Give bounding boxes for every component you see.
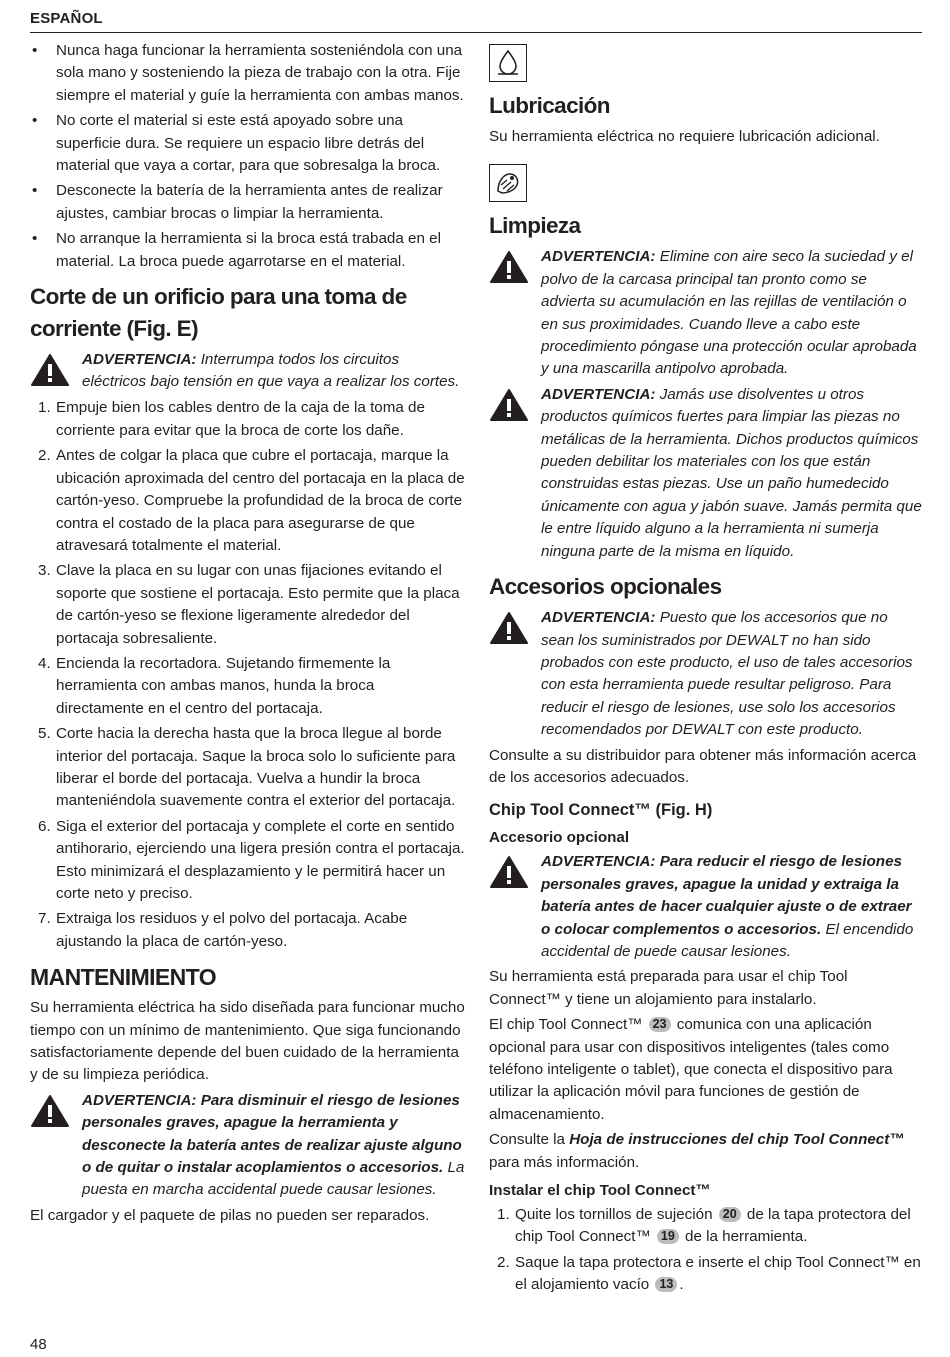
left-column — [30, 40, 465, 1230]
corte-steps — [30, 397, 465, 953]
warning-text: El encendido accidental de puede causar lesiones. — [541, 920, 914, 960]
list-item: • No arranque la herramienta si la broca está trabada en el material. La broca puede agarrotarse en el material. — [30, 228, 465, 273]
install-steps — [489, 1204, 922, 1297]
list-item: 5. Corte hacia la derecha hasta que la broca llegue al borde interior del portacaja. Saque la broca solo lo suficiente para liberar el borde del portacaja. Vuelva a hundir la broca manteniéndola suavemente contra el exterior del portacaja. — [38, 725, 456, 810]
warning-mantenimiento — [30, 1090, 465, 1202]
warning-text: Jamás use disolventes u otros productos químicos fuertes para limpiar las piezas no metálicas de la herramienta. Dichos productos químicos pueden debilitar los materiales con los que están construidas estas piezas. Use un paño humedecido únicamente con agua y jabón suave. Jamás permita que le entre líquido alguno a la herramienta ni sumerja ninguna parte de la misma en líquido. — [541, 385, 922, 560]
warning-icon — [489, 851, 541, 963]
warning-text: Puesto que los accesorios que no sean los suministrados por DEWALT no han sido probados con este producto, el uso de tales accesorios con esta herramienta puede resultar peligroso. Para reducir el riesgo de lesiones, use solo los accesorios recomendados por DEWALT con este producto. — [541, 609, 913, 739]
list-item: 2. Saque la tapa protectora e inserte el chip Tool Connect™ en el alojamiento vacío 13 . — [497, 1253, 921, 1294]
list-item: 1. Empuje bien los cables dentro de la caja de la toma de corriente para evitar que la broca de corte los dañe. — [38, 399, 425, 439]
section-title-mantenimiento: MANTENIMIENTO — [30, 964, 216, 991]
list-item: • No corte el material si este está apoyado sobre una superficie dura. Se requiere un espacio libre detrás del material que vaya a cortar, para que sobresalga la broca. — [30, 110, 465, 177]
warning-chip — [489, 851, 922, 963]
section-title-corte: Corte de un orificio para una toma de corriente (Fig. E) — [30, 284, 407, 342]
warning-label: ADVERTENCIA: — [541, 248, 656, 266]
section-title-chip: Chip Tool Connect™ (Fig. H) — [489, 801, 713, 820]
list-item: • Desconecte la batería de la herramienta antes de realizar ajustes, cambiar brocas o limpiar la herramienta. — [30, 180, 465, 225]
mantenimiento-closing: El cargador y el paquete de pilas no pueden ser reparados. — [30, 1206, 430, 1224]
warning-label: ADVERTENCIA: — [541, 385, 656, 403]
mantenimiento-intro: Su herramienta eléctrica ha sido diseñada para funcionar mucho tiempo con un mínimo de mantenimiento. Que siga funcionando satisfactoriamente depende del buen cuidado de la herramienta y de su limpieza periódica. — [30, 999, 465, 1084]
accesorios-text: Consulte a su distribuidor para obtener más información acerca de los accesorios adecuados. — [489, 746, 917, 786]
chip-p2: El chip Tool Connect™ 23 comunica con una aplicación opcional para usar con dispositivos inteligentes (tales como teléfono inteligente o tablet), que conecta el dispositivo para utilizar la aplicación móvil para funciones de gestión de almacenamiento. — [489, 1016, 893, 1123]
right-column — [489, 40, 922, 1300]
safety-bullets — [30, 40, 465, 273]
callout-badge: 13 — [655, 1277, 677, 1292]
warning-limpieza-1 — [489, 246, 922, 380]
list-item: 6. Siga el exterior del portacaja y complete el corte en sentido antihorario, ejerciendo una ligera presión contra el portacaja. Esto minimizará el desplazamiento y le permitirá hacer un corte neto y preciso. — [38, 817, 465, 902]
section-title-limpieza: Limpieza — [489, 213, 581, 239]
warning-limpieza-2 — [489, 384, 922, 563]
section-title-lubricacion: Lubricación — [489, 93, 610, 118]
list-item: 4. Encienda la recortadora. Sujetando firmemente la herramienta con ambas manos, hunda la broca directamente en el centro del portacaja. — [38, 654, 391, 717]
language-label: ESPAÑOL — [30, 10, 103, 27]
warning-text: La puesta en marcha accidental puede causar lesiones. — [82, 1159, 465, 1199]
page-number: 48 — [30, 1336, 47, 1353]
list-item: 2. Antes de colgar la placa que cubre el portacaja, marque la ubicación aproximada del centro del portacaja en la placa de cartón‑yeso. Compruebe la profundidad de la broca de corte contra el costado de la placa para asegurarse de que atravesará totalmente el material. — [38, 447, 465, 554]
list-item: 7. Extraiga los residuos y el polvo del portacaja. Acabe ajustando la placa de cartón‑yeso. — [38, 910, 408, 950]
warning-accesorios — [489, 607, 922, 741]
warning-label: ADVERTENCIA: — [541, 609, 656, 627]
warning-label: ADVERTENCIA: — [541, 853, 656, 871]
install-title: Instalar el chip Tool Connect™ — [489, 1182, 711, 1200]
warning-icon — [30, 349, 82, 394]
warning-text: Elimine con aire seco la suciedad y el polvo de la carcasa principal tan pronto como se advierta su acumulación en las rejillas de ventilación o en sus proximidades. Cuando lleve a cabo este procedimiento póngase una protección ocular aprobada y una mascarilla antipolvo aprobada. — [541, 248, 917, 378]
chip-subtitle: Accesorio opcional — [489, 829, 630, 847]
callout-badge: 19 — [657, 1229, 679, 1244]
warning-corte — [30, 349, 465, 394]
chip-p1: Su herramienta está preparada para usar el chip Tool Connect™ y tiene un alojamiento para instalarlo. — [489, 968, 848, 1008]
warning-label: ADVERTENCIA: — [82, 351, 197, 369]
callout-badge: 23 — [649, 1017, 671, 1032]
warning-icon — [489, 246, 541, 380]
warning-label: ADVERTENCIA: — [82, 1091, 197, 1109]
oil-drop-icon — [489, 44, 527, 82]
warning-icon — [489, 607, 541, 741]
warning-text: Interrumpa todos los circuitos eléctricos bajo tensión en que vaya a realizar los cortes. — [82, 351, 460, 391]
callout-badge: 20 — [719, 1207, 741, 1222]
list-item: 1. Quite los tornillos de sujeción 20 de la tapa protectora del chip Tool Connect™ 19 de la herramienta. — [497, 1206, 911, 1246]
warning-icon — [30, 1090, 82, 1202]
list-item: 3. Clave la placa en su lugar con unas fijaciones evitando el soporte que sostiene el portacaja. Esto permite que la placa de cartón‑yeso se flexione ligeramente alrededor del portacaja sobresaliente. — [38, 562, 460, 647]
lubricacion-text: Su herramienta eléctrica no requiere lubricación adicional. — [489, 128, 880, 145]
warning-bold-text: Para disminuir el riesgo de lesiones personales graves, apague la herramienta y desconecte la batería antes de realizar ajuste alguno o de quitar o instalar acoplamientos o accesorios. — [82, 1091, 462, 1177]
warning-bold-text: Para reducir el riesgo de lesiones personales graves, apague la unidad y extraiga la batería antes de hacer cualquier ajuste o de extraer o colocar complementos o accesorios. — [541, 853, 912, 938]
section-title-accesorios: Accesorios opcionales — [489, 574, 722, 600]
page-header — [30, 10, 922, 33]
chip-p3: Consulte la Hoja de instrucciones del chip Tool Connect™ para más información. — [489, 1131, 905, 1171]
list-item: • Nunca haga funcionar la herramienta sosteniéndola con una sola mano y sosteniendo la pieza de trabajo con la otra. Fije siempre el material y guíe la herramienta con ambas manos. — [30, 40, 465, 107]
cleaning-icon — [489, 164, 527, 202]
warning-icon — [489, 384, 541, 563]
